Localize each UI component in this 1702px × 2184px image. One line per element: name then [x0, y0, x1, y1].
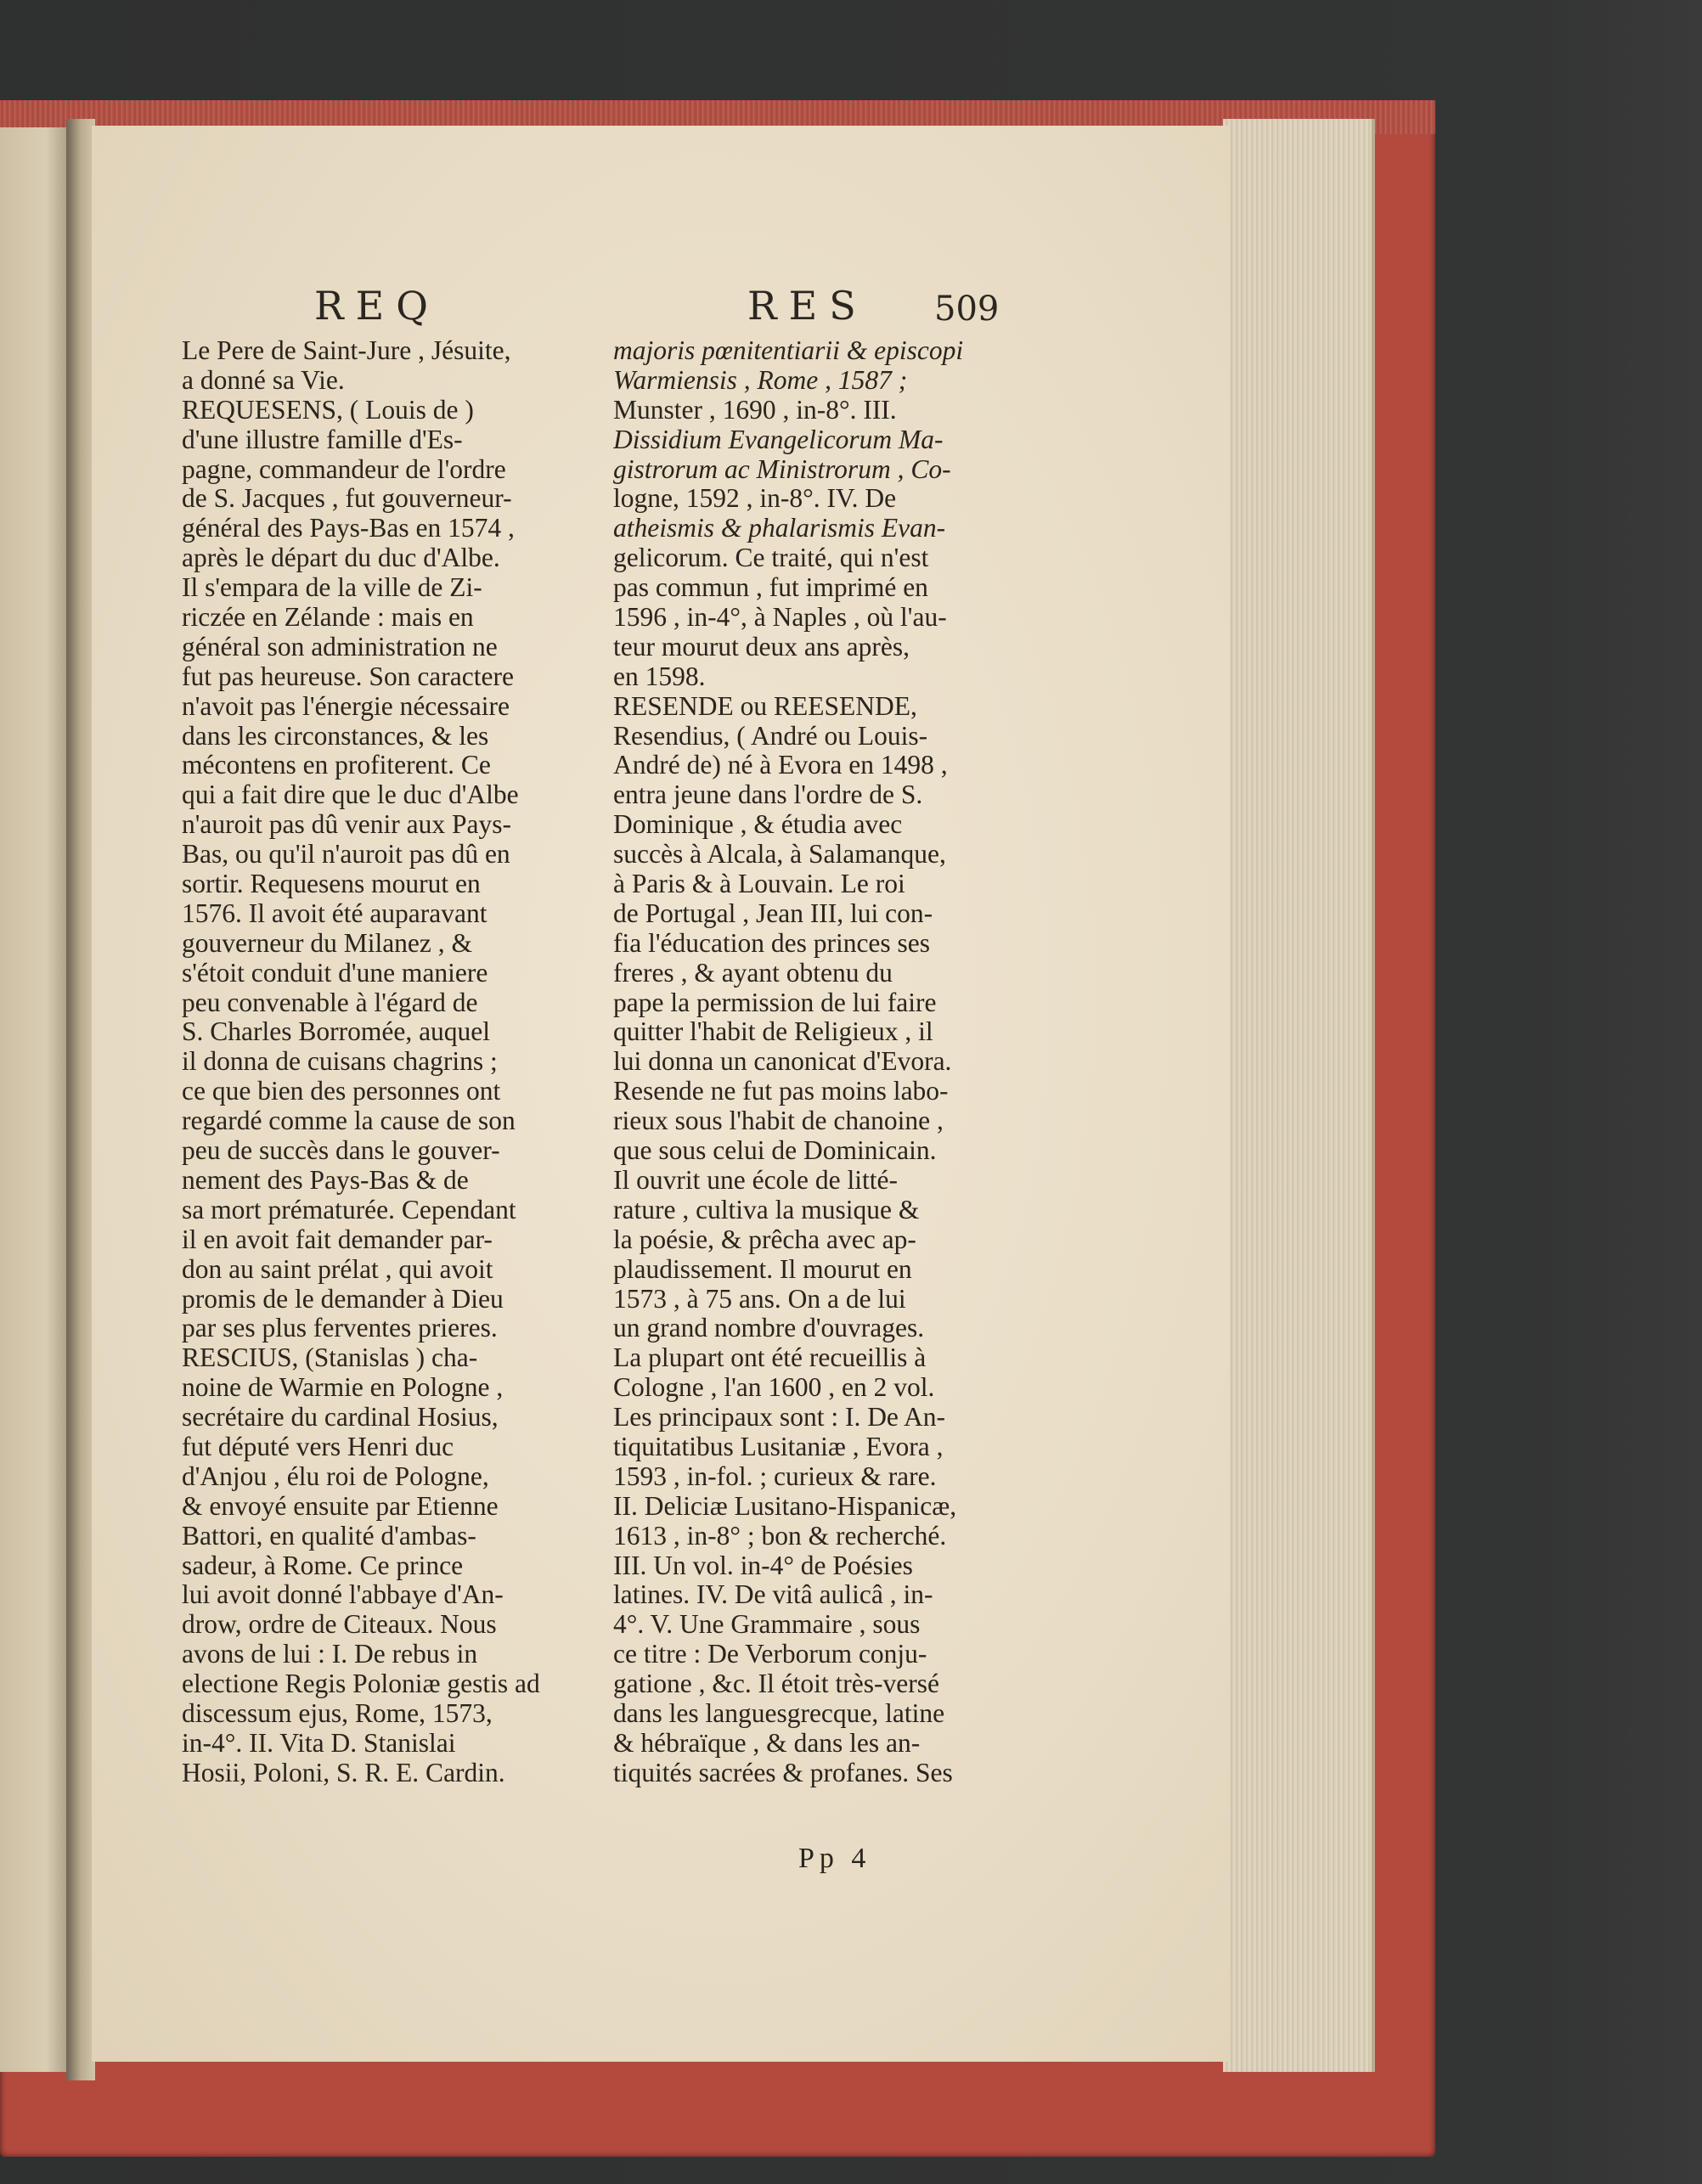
text-line: pagne, commandeur de l'ordre — [182, 454, 506, 484]
text-line: electione Regis Poloniæ gestis ad — [182, 1669, 540, 1699]
text-line: la poésie, & prêcha avec ap- — [613, 1224, 916, 1254]
text-line: quitter l'habit de Religieux , il — [613, 1017, 933, 1047]
text-line: fia l'éducation des princes ses — [613, 928, 931, 958]
running-head-right: RES — [747, 283, 868, 329]
text-line: RESCIUS, (Stanislas ) cha- — [182, 1343, 478, 1373]
text-line: drow, ordre de Citeaux. Nous — [182, 1610, 497, 1640]
text-line: Dissidium Evangelicorum Ma- — [613, 425, 944, 454]
text-line: ce que bien des personnes ont — [182, 1077, 501, 1106]
text-line: Les principaux sont : I. De An- — [613, 1403, 946, 1433]
text-line: Bas, ou qu'il n'auroit pas dû en — [182, 840, 510, 870]
text-line: tiquités sacrées & profanes. Ses — [613, 1758, 953, 1787]
text-line: à Paris & à Louvain. Le roi — [613, 870, 905, 899]
text-line: pape la permission de lui faire — [613, 988, 937, 1017]
text-line: riczée en Zélande : mais en — [182, 603, 474, 633]
page-number: 509 — [934, 290, 1000, 329]
text-line: S. Charles Borromée, auquel — [182, 1017, 491, 1047]
text-line: lui avoit donné l'abbaye d'An- — [182, 1580, 504, 1610]
left-text-column — [182, 336, 598, 1788]
text-line: don au saint prélat , qui avoit — [182, 1254, 493, 1284]
text-line: peu convenable à l'égard de — [182, 988, 478, 1017]
text-line: rature , cultiva la musique & — [613, 1195, 920, 1224]
text-line: en 1598. — [613, 661, 706, 691]
text-line: n'auroit pas dû venir aux Pays- — [182, 810, 511, 840]
text-line: d'une illustre famille d'Es- — [182, 425, 463, 454]
text-line: s'étoit conduit d'une maniere — [182, 958, 488, 988]
text-line: 1596 , in-4°, à Naples , où l'au- — [613, 603, 947, 633]
text-line: & envoyé ensuite par Etienne — [182, 1491, 499, 1521]
text-line: secrétaire du cardinal Hosius, — [182, 1403, 499, 1433]
text-line: gelicorum. Ce traité, qui n'est — [613, 543, 929, 573]
text-line: mécontens en profiterent. Ce — [182, 751, 491, 780]
text-line: discessum ejus, Rome, 1573, — [182, 1698, 493, 1728]
text-line: a donné sa Vie. — [182, 365, 345, 395]
left-page-edge — [0, 127, 76, 2072]
text-line: il en avoit fait demander par- — [182, 1224, 493, 1254]
text-line: n'avoit pas l'énergie nécessaire — [182, 691, 510, 721]
text-line: ce titre : De Verborum conju- — [613, 1640, 927, 1669]
text-line: majoris pœnitentiarii & episcopi — [613, 336, 964, 365]
text-line: gistrorum ac Ministrorum , Co- — [613, 454, 951, 484]
text-line: 1593 , in-fol. ; curieux & rare. — [613, 1461, 937, 1491]
text-line: fut pas heureuse. Son caractere — [182, 661, 514, 691]
text-line: de Portugal , Jean III, lui con- — [613, 898, 933, 928]
text-line: Le Pere de Saint-Jure , Jésuite, — [182, 336, 511, 365]
text-line: rieux sous l'habit de chanoine , — [613, 1106, 944, 1136]
text-line: de S. Jacques , fut gouverneur- — [182, 484, 512, 514]
text-line: RESENDE ou REESENDE, — [613, 691, 917, 721]
text-line: sortir. Requesens mourut en — [182, 870, 481, 899]
text-line: général des Pays-Bas en 1574 , — [182, 514, 515, 543]
text-line: III. Un vol. in-4° de Poésies — [613, 1551, 913, 1580]
text-line: & hébraïque , & dans les an- — [613, 1728, 921, 1758]
text-line: in-4°. II. Vita D. Stanislai — [182, 1728, 456, 1758]
text-line: général son administration ne — [182, 632, 498, 661]
text-line: latines. IV. De vitâ aulicâ , in- — [613, 1580, 933, 1610]
text-line: gouverneur du Milanez , & — [182, 928, 473, 958]
text-line: 1613 , in-8° ; bon & recherché. — [613, 1521, 947, 1551]
text-line: 1576. Il avoit été auparavant — [182, 898, 487, 928]
text-line: succès à Alcala, à Salamanque, — [613, 840, 946, 870]
text-line: Resendius, ( André ou Louis- — [613, 721, 928, 751]
text-line: Battori, en qualité d'ambas- — [182, 1521, 476, 1551]
text-line: Dominique , & étudia avec — [613, 810, 903, 840]
text-line: freres , & ayant obtenu du — [613, 958, 893, 988]
text-line: noine de Warmie en Pologne , — [182, 1373, 504, 1403]
book-gutter — [66, 119, 95, 2080]
text-line: Il s'empara de la ville de Zi- — [182, 573, 482, 603]
text-line: 4°. V. Une Grammaire , sous — [613, 1610, 921, 1640]
text-line: Il ouvrit une école de litté- — [613, 1165, 898, 1195]
text-line: il donna de cuisans chagrins ; — [182, 1047, 498, 1077]
text-line: André de) né à Evora en 1498 , — [613, 751, 948, 780]
text-line: pas commun , fut imprimé en — [613, 573, 928, 603]
text-line: Resende ne fut pas moins labo- — [613, 1077, 949, 1106]
text-line: 1573 , à 75 ans. On a de lui — [613, 1284, 906, 1314]
text-line: avons de lui : I. De rebus in — [182, 1640, 478, 1669]
text-line: Warmiensis , Rome , 1587 ; — [613, 365, 908, 395]
text-line: lui donna un canonicat d'Evora. — [613, 1047, 952, 1077]
text-line: dans les circonstances, & les — [182, 721, 489, 751]
text-line: REQUESENS, ( Louis de ) — [182, 395, 474, 425]
text-line: teur mourut deux ans après, — [613, 632, 910, 661]
text-line: dans les languesgrecque, latine — [613, 1698, 945, 1728]
text-line: sadeur, à Rome. Ce prince — [182, 1551, 464, 1580]
text-line: regardé comme la cause de son — [182, 1106, 516, 1136]
text-line: promis de le demander à Dieu — [182, 1284, 504, 1314]
text-line: Cologne , l'an 1600 , en 2 vol. — [613, 1373, 935, 1403]
text-line: d'Anjou , élu roi de Pologne, — [182, 1461, 489, 1491]
text-line: qui a fait dire que le duc d'Albe — [182, 780, 519, 810]
text-line: nement des Pays-Bas & de — [182, 1165, 469, 1195]
right-text-column — [613, 336, 1029, 1788]
text-line: gatione , &c. Il étoit très-versé — [613, 1669, 939, 1699]
text-line: plaudissement. Il mourut en — [613, 1254, 912, 1284]
running-head-left: REQ — [314, 283, 440, 329]
text-line: par ses plus ferventes prieres. — [182, 1314, 498, 1343]
text-line: II. Deliciæ Lusitano-Hispanicæ, — [613, 1491, 957, 1521]
text-line: sa mort prématurée. Cependant — [182, 1195, 516, 1224]
text-line: un grand nombre d'ouvrages. — [613, 1314, 925, 1343]
signature-mark: Pp 4 — [798, 1843, 871, 1874]
text-line: Munster , 1690 , in-8°. III. — [613, 395, 897, 425]
text-line: La plupart ont été recueillis à — [613, 1343, 927, 1373]
text-line: Hosii, Poloni, S. R. E. Cardin. — [182, 1758, 505, 1787]
text-line: peu de succès dans le gouver- — [182, 1136, 500, 1166]
text-line: fut député vers Henri duc — [182, 1432, 454, 1461]
text-line: logne, 1592 , in-8°. IV. De — [613, 484, 897, 514]
text-line: entra jeune dans l'ordre de S. — [613, 780, 923, 810]
text-line: que sous celui de Dominicain. — [613, 1136, 937, 1166]
text-line: atheismis & phalarismis Evan- — [613, 514, 946, 543]
text-line: tiquitatibus Lusitaniæ , Evora , — [613, 1432, 944, 1461]
text-line: après le départ du duc d'Albe. — [182, 543, 500, 573]
page-fore-edge — [1223, 119, 1375, 2072]
